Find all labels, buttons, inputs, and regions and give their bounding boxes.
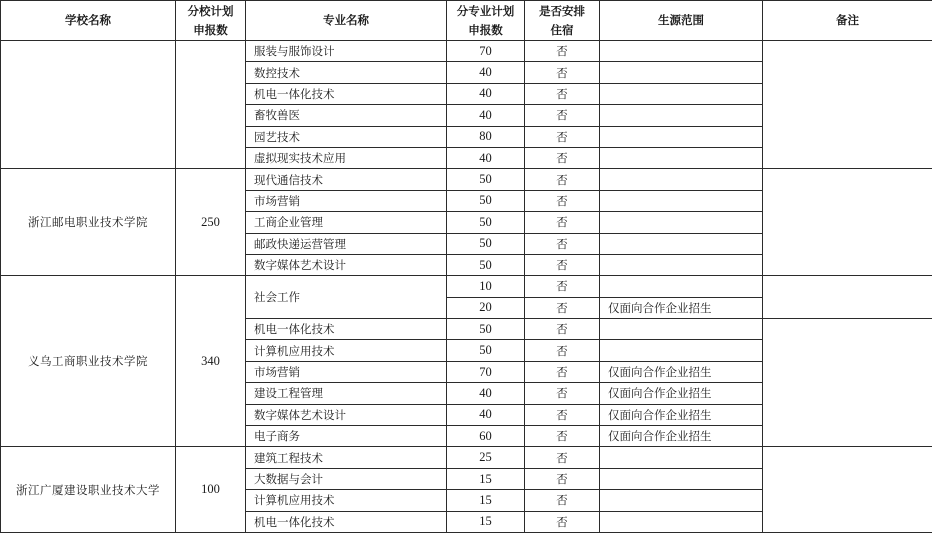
source-cell: 仅面向合作企业招生	[600, 361, 763, 382]
major-cell: 邮政快递运营管理	[246, 233, 447, 254]
major-plan-cell: 15	[447, 490, 525, 511]
school-name-cell: 浙江广厦建设职业技术大学	[1, 447, 176, 533]
source-cell	[600, 105, 763, 126]
major-plan-cell: 40	[447, 147, 525, 168]
dorm-cell: 否	[525, 212, 600, 233]
remark-cell	[763, 169, 932, 276]
school-name-cell	[1, 41, 176, 169]
table-row	[1, 276, 932, 297]
remark-cell	[763, 276, 932, 319]
dorm-cell: 否	[525, 404, 600, 425]
source-cell: 仅面向合作企业招生	[600, 297, 763, 318]
header-dorm: 是否安排 住宿	[525, 1, 600, 41]
source-cell	[600, 41, 763, 62]
major-plan-cell: 80	[447, 126, 525, 147]
major-plan-cell: 50	[447, 212, 525, 233]
major-plan-cell: 50	[447, 233, 525, 254]
remark-cell	[763, 319, 932, 447]
source-cell	[600, 169, 763, 190]
major-plan-cell: 70	[447, 361, 525, 382]
dorm-cell: 否	[525, 276, 600, 297]
source-cell	[600, 447, 763, 468]
major-cell: 虚拟现实技术应用	[246, 147, 447, 168]
dorm-cell: 否	[525, 62, 600, 83]
source-cell: 仅面向合作企业招生	[600, 383, 763, 404]
header-major-plan: 分专业计划 申报数	[447, 1, 525, 41]
dorm-cell: 否	[525, 41, 600, 62]
dorm-cell: 否	[525, 490, 600, 511]
header-school: 学校名称	[1, 1, 176, 41]
major-plan-cell: 70	[447, 41, 525, 62]
source-cell	[600, 190, 763, 211]
major-plan-cell: 15	[447, 511, 525, 532]
major-plan-cell: 40	[447, 105, 525, 126]
dorm-cell: 否	[525, 147, 600, 168]
major-cell: 社会工作	[246, 276, 447, 319]
dorm-cell: 否	[525, 169, 600, 190]
major-plan-cell: 15	[447, 468, 525, 489]
major-cell: 畜牧兽医	[246, 105, 447, 126]
major-cell: 机电一体化技术	[246, 83, 447, 104]
source-cell: 仅面向合作企业招生	[600, 426, 763, 447]
major-plan-cell: 40	[447, 404, 525, 425]
school-name-cell: 义乌工商职业技术学院	[1, 276, 176, 447]
source-cell	[600, 511, 763, 532]
header-remark: 备注	[763, 1, 932, 41]
school-plan-cell	[176, 41, 246, 169]
dorm-cell: 否	[525, 297, 600, 318]
school-plan-cell: 100	[176, 447, 246, 533]
major-cell: 机电一体化技术	[246, 319, 447, 340]
major-plan-cell: 10	[447, 276, 525, 297]
source-cell	[600, 340, 763, 361]
major-plan-cell: 50	[447, 254, 525, 275]
dorm-cell: 否	[525, 233, 600, 254]
source-cell	[600, 126, 763, 147]
major-plan-cell: 25	[447, 447, 525, 468]
major-cell: 市场营销	[246, 190, 447, 211]
dorm-cell: 否	[525, 319, 600, 340]
source-cell	[600, 468, 763, 489]
major-plan-cell: 40	[447, 62, 525, 83]
dorm-cell: 否	[525, 361, 600, 382]
source-cell	[600, 319, 763, 340]
major-plan-cell: 20	[447, 297, 525, 318]
dorm-cell: 否	[525, 511, 600, 532]
major-cell: 工商企业管理	[246, 212, 447, 233]
dorm-cell: 否	[525, 447, 600, 468]
source-cell	[600, 62, 763, 83]
major-cell: 计算机应用技术	[246, 340, 447, 361]
dorm-cell: 否	[525, 126, 600, 147]
school-plan-cell: 250	[176, 169, 246, 276]
table-row	[1, 169, 932, 190]
source-cell	[600, 212, 763, 233]
dorm-cell: 否	[525, 468, 600, 489]
major-plan-cell: 50	[447, 319, 525, 340]
school-name-cell: 浙江邮电职业技术学院	[1, 169, 176, 276]
header-row	[1, 1, 932, 41]
major-cell: 建筑工程技术	[246, 447, 447, 468]
major-cell: 园艺技术	[246, 126, 447, 147]
dorm-cell: 否	[525, 105, 600, 126]
header-source: 生源范围	[600, 1, 763, 41]
major-plan-cell: 40	[447, 383, 525, 404]
major-plan-cell: 50	[447, 340, 525, 361]
major-cell: 数字媒体艺术设计	[246, 254, 447, 275]
table-row	[1, 41, 932, 62]
dorm-cell: 否	[525, 383, 600, 404]
source-cell: 仅面向合作企业招生	[600, 404, 763, 425]
major-cell: 电子商务	[246, 426, 447, 447]
major-cell: 大数据与会计	[246, 468, 447, 489]
dorm-cell: 否	[525, 340, 600, 361]
dorm-cell: 否	[525, 426, 600, 447]
major-cell: 数字媒体艺术设计	[246, 404, 447, 425]
major-plan-cell: 60	[447, 426, 525, 447]
school-plan-cell: 340	[176, 276, 246, 447]
dorm-cell: 否	[525, 254, 600, 275]
major-cell: 机电一体化技术	[246, 511, 447, 532]
major-cell: 数控技术	[246, 62, 447, 83]
major-cell: 市场营销	[246, 361, 447, 382]
header-school-plan: 分校计划 申报数	[176, 1, 246, 41]
major-cell: 建设工程管理	[246, 383, 447, 404]
source-cell	[600, 490, 763, 511]
remark-cell	[763, 41, 932, 169]
remark-cell	[763, 447, 932, 533]
major-plan-cell: 50	[447, 169, 525, 190]
source-cell	[600, 233, 763, 254]
source-cell	[600, 83, 763, 104]
source-cell	[600, 254, 763, 275]
dorm-cell: 否	[525, 83, 600, 104]
source-cell	[600, 147, 763, 168]
table-row	[1, 447, 932, 468]
major-cell: 计算机应用技术	[246, 490, 447, 511]
source-cell	[600, 276, 763, 297]
major-cell: 服装与服饰设计	[246, 41, 447, 62]
major-cell: 现代通信技术	[246, 169, 447, 190]
major-plan-cell: 40	[447, 83, 525, 104]
dorm-cell: 否	[525, 190, 600, 211]
header-major: 专业名称	[246, 1, 447, 41]
major-plan-cell: 50	[447, 190, 525, 211]
